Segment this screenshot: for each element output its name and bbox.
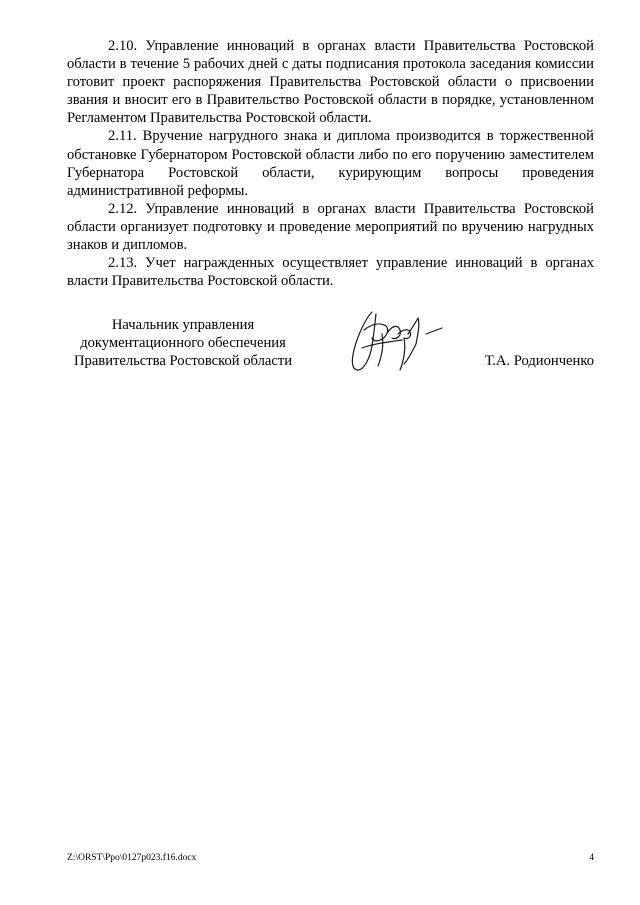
document-body <box>67 37 594 290</box>
paragraph-2-11: 2.11. Вручение нагрудного знака и диплома производится в торжественной обстановке Губернатором Ростовской области либо по его поручению заместителем Губернатора Ростовской области, курирующим вопросы проведения административной реформы. <box>67 128 594 199</box>
signature-block <box>67 316 594 396</box>
signatory-position <box>67 316 299 370</box>
handwritten-signature <box>342 304 452 384</box>
paragraph-2-13: 2.13. Учет награжденных осуществляет управление инноваций в органах власти Правительства Ростовской области. <box>67 255 594 290</box>
page-number: 4 <box>589 853 594 863</box>
signatory-position-line-3: Правительства Ростовской области <box>73 353 293 370</box>
signatory-position-line-1: Начальник управления <box>111 317 255 333</box>
signatory-position-line-2: документационного обеспечения <box>80 335 286 352</box>
paragraph-2-12: 2.12. Управление инноваций в органах власти Правительства Ростовской области организует подготовку и проведение мероприятий по вручению нагрудных знаков и дипломов. <box>67 200 594 254</box>
paragraph-2-10: 2.10. Управление инноваций в органах власти Правительства Ростовской области в течение 5 рабочих дней с даты подписания протокола заседания комиссии готовит проект распоряжения Правительства Ростовской области о присвоении звания и вносит его в Правительство Ростовской области в порядке, установленном Регламентом Правительства Ростовской области. <box>67 38 594 127</box>
signatory-name: Т.А. Родионченко <box>484 353 594 369</box>
footer-file-path: Z:\ORST\Ppo\0127p023.f16.docx <box>67 853 197 863</box>
